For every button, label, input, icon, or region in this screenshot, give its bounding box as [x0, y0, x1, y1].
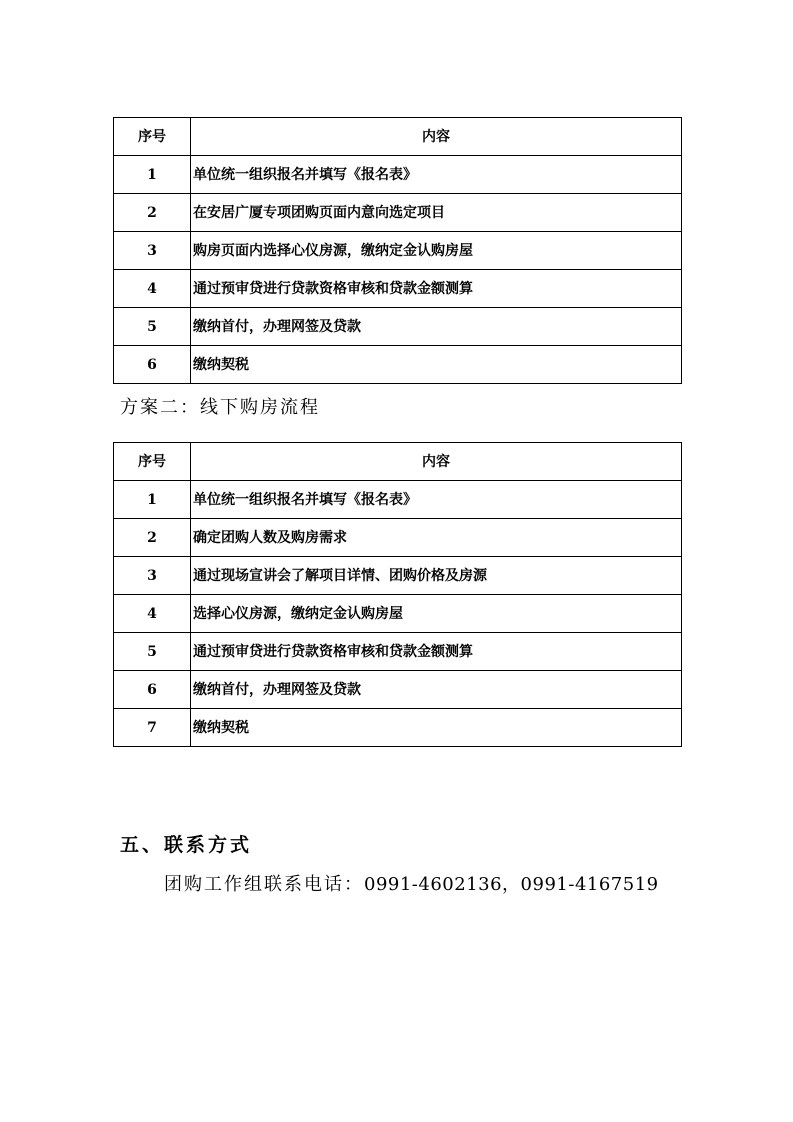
- plan1-steps-table: [113, 117, 682, 384]
- step-content: 购房页面内选择心仪房源，缴纳定金认购房屋: [191, 232, 682, 270]
- table-row: [114, 194, 682, 232]
- step-content: 缴纳首付，办理网签及贷款: [191, 308, 682, 346]
- table-header-row: [114, 118, 682, 156]
- table-row: [114, 671, 682, 709]
- contact-line: [164, 870, 659, 896]
- step-number: 6: [114, 671, 191, 709]
- plan2-heading: 方案二：线下购房流程: [120, 397, 320, 418]
- table-row: [114, 481, 682, 519]
- table-row: [114, 308, 682, 346]
- column-header-no: 序号: [114, 443, 191, 481]
- step-content: 通过预审贷进行贷款资格审核和贷款金额测算: [191, 633, 682, 671]
- step-number: 5: [114, 633, 191, 671]
- step-number: 3: [114, 232, 191, 270]
- table-row: [114, 156, 682, 194]
- table-header-row: [114, 443, 682, 481]
- column-header-no: 序号: [114, 118, 191, 156]
- table-row: [114, 270, 682, 308]
- step-content: 缴纳契税: [191, 346, 682, 384]
- step-content: 缴纳首付，办理网签及贷款: [191, 671, 682, 709]
- step-content: 单位统一组织报名并填写《报名表》: [191, 156, 682, 194]
- step-content: 缴纳契税: [191, 709, 682, 747]
- step-number: 3: [114, 557, 191, 595]
- section-title-contact: 五、联系方式: [120, 834, 253, 856]
- table-row: [114, 519, 682, 557]
- table-row: [114, 595, 682, 633]
- column-header-content: 内容: [191, 118, 682, 156]
- step-number: 4: [114, 595, 191, 633]
- table-row: [114, 633, 682, 671]
- column-header-content: 内容: [191, 443, 682, 481]
- step-number: 2: [114, 194, 191, 232]
- plan2-steps-table: [113, 442, 682, 747]
- table-row: [114, 557, 682, 595]
- step-number: 4: [114, 270, 191, 308]
- step-content: 通过现场宣讲会了解项目详情、团购价格及房源: [191, 557, 682, 595]
- step-content: 选择心仪房源，缴纳定金认购房屋: [191, 595, 682, 633]
- table-row: [114, 346, 682, 384]
- contact-label: 团购工作组联系电话：: [164, 874, 364, 895]
- step-number: 7: [114, 709, 191, 747]
- step-content: 确定团购人数及购房需求: [191, 519, 682, 557]
- step-number: 1: [114, 481, 191, 519]
- step-number: 1: [114, 156, 191, 194]
- contact-phone-numbers: 0991-4602136，0991-4167519: [364, 874, 659, 895]
- table-row: [114, 709, 682, 747]
- step-number: 2: [114, 519, 191, 557]
- step-number: 6: [114, 346, 191, 384]
- step-content: 在安居广厦专项团购页面内意向选定项目: [191, 194, 682, 232]
- table-row: [114, 232, 682, 270]
- step-content: 单位统一组织报名并填写《报名表》: [191, 481, 682, 519]
- step-content: 通过预审贷进行贷款资格审核和贷款金额测算: [191, 270, 682, 308]
- step-number: 5: [114, 308, 191, 346]
